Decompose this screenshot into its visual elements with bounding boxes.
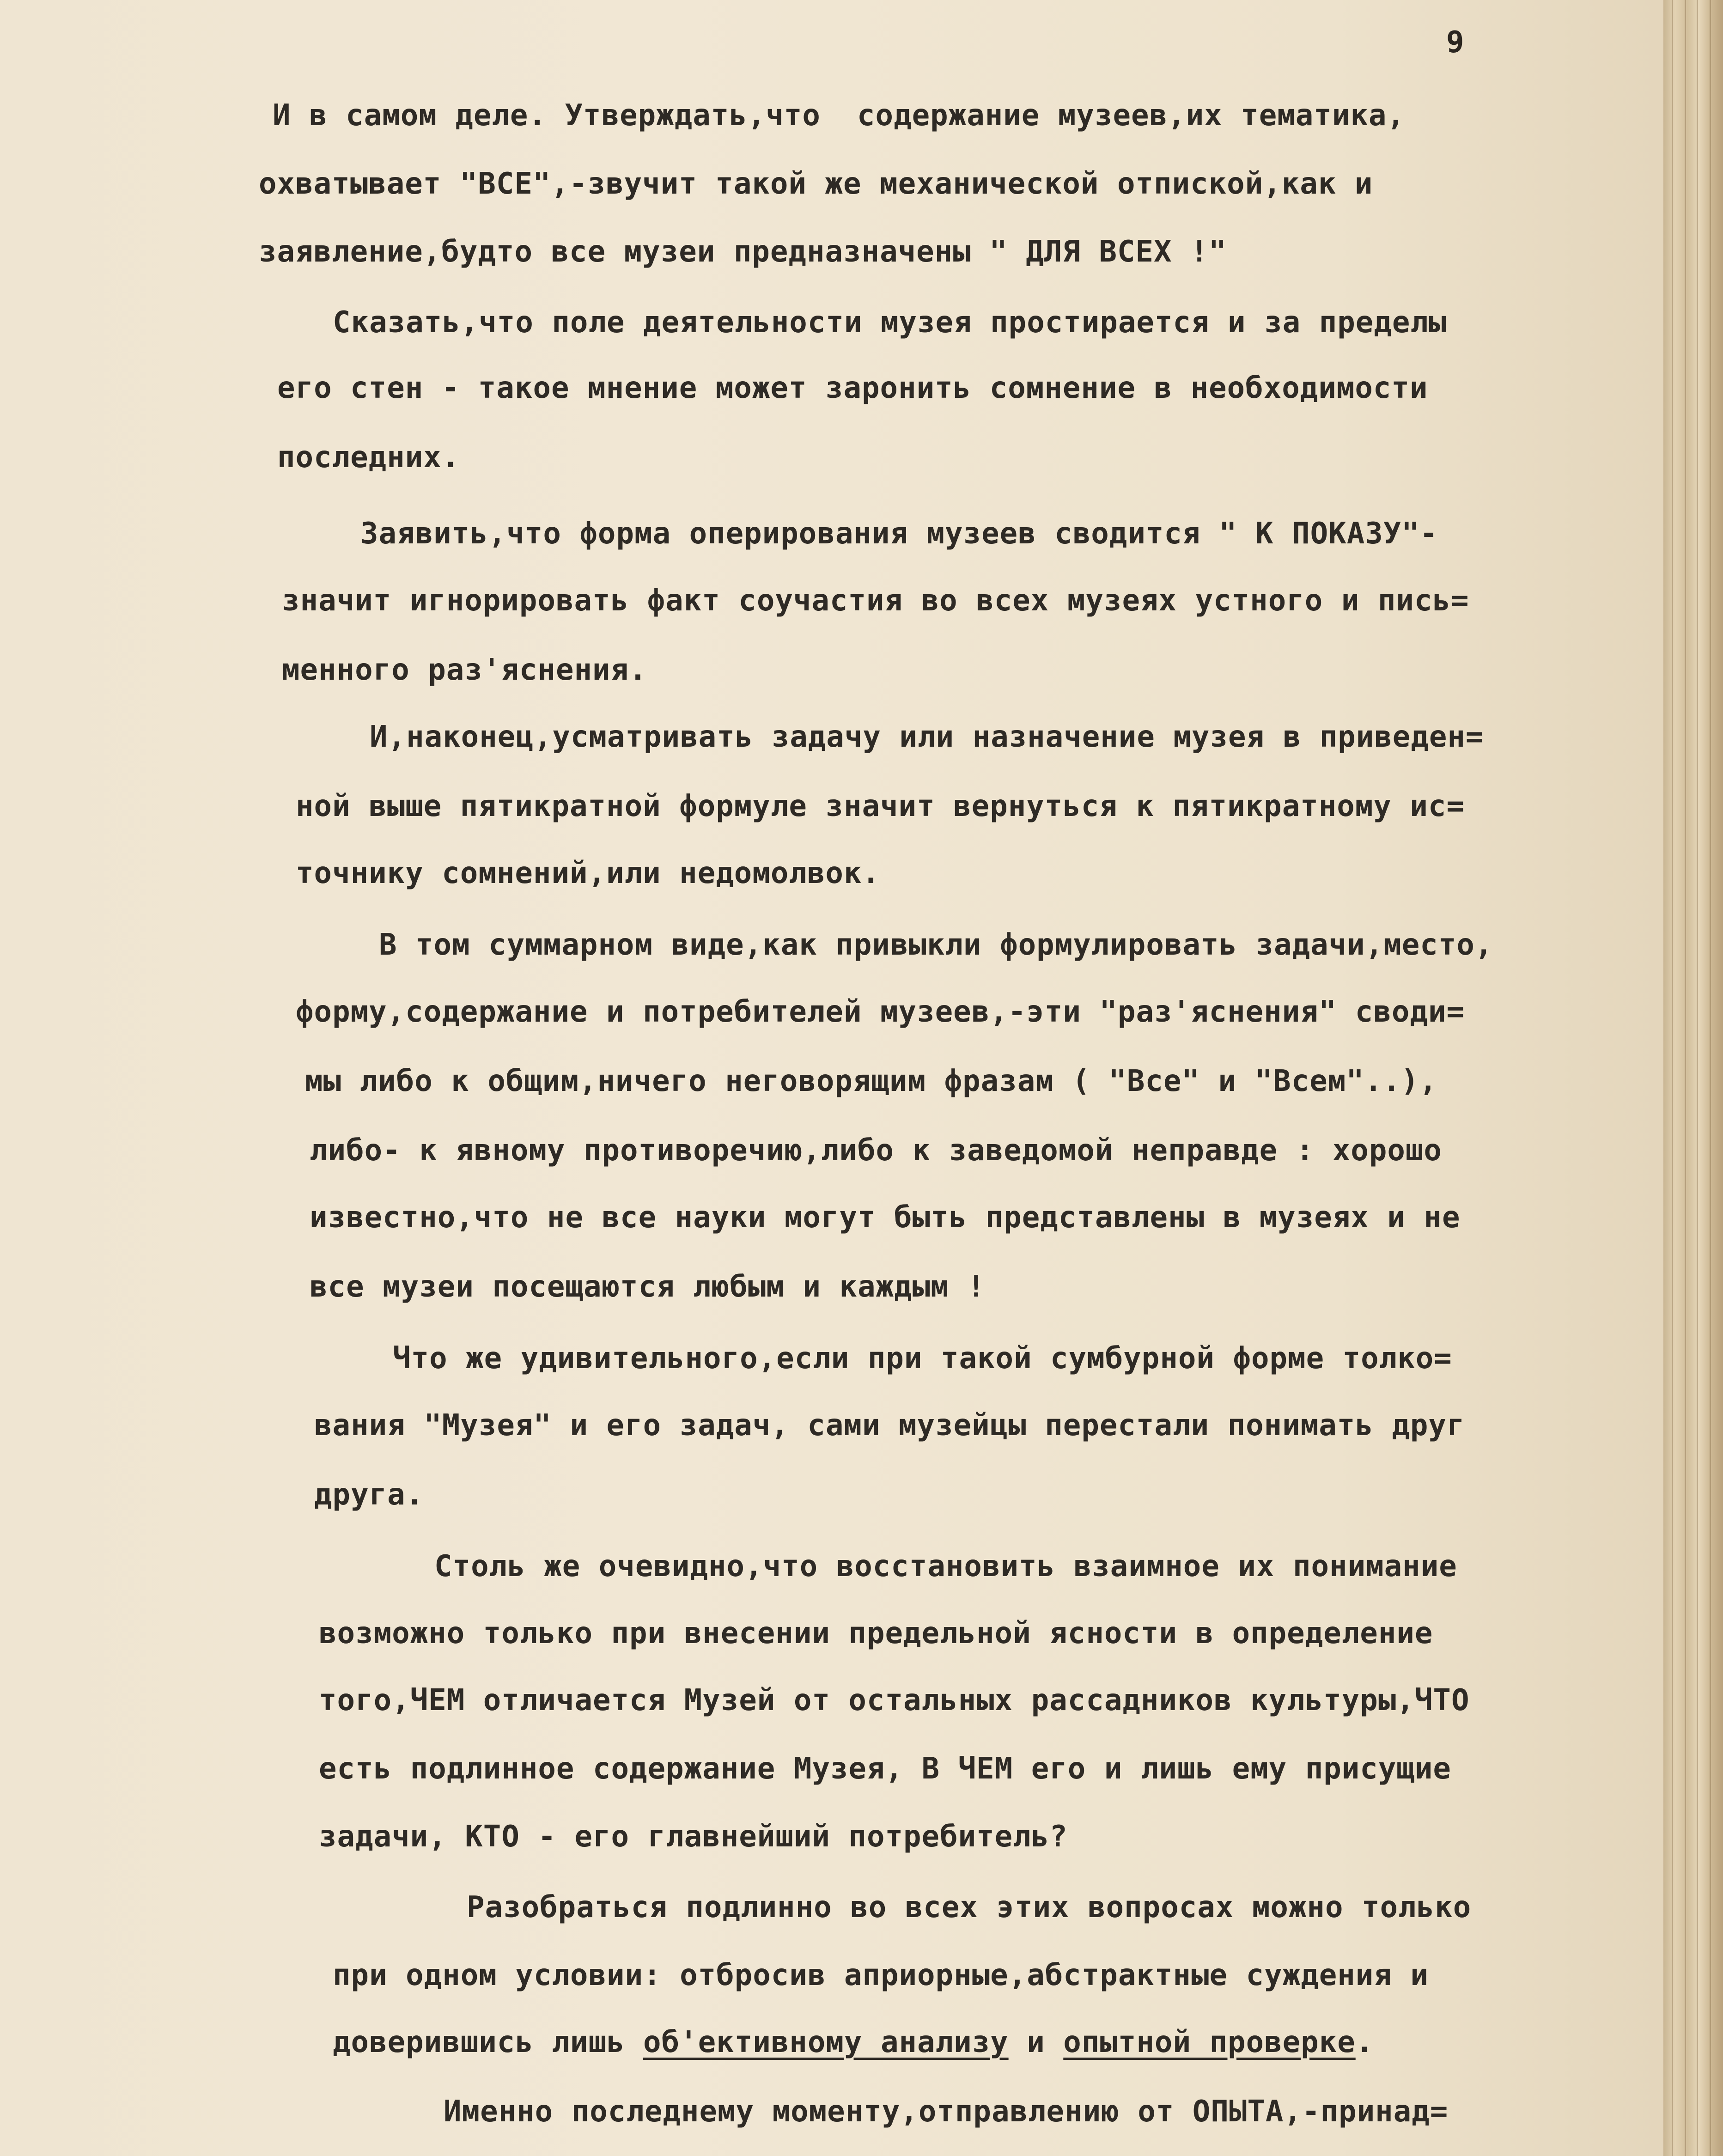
line-part: и (1008, 2025, 1064, 2059)
text-line: ной выше пятикратной формуле значит вернуться к пятикратному ис= (296, 789, 1465, 823)
page-edge-line (1685, 0, 1686, 2156)
text-line: Столь же очевидно,что восстановить взаимное их понимание (434, 1549, 1457, 1584)
text-line: возможно только при внесении предельной ясности в определение (319, 1616, 1433, 1650)
text-line: В том суммарном виде,как привыкли формулировать задачи,место, (379, 928, 1493, 962)
text-line: все музеи посещаются любым и каждым ! (310, 1270, 986, 1304)
text-line: менного раз'яснения. (282, 653, 647, 687)
text-line: при одном условии: отбросив априорные,абстрактные суждения и (333, 1958, 1429, 1992)
page-edge-line (1672, 0, 1673, 2156)
text-line: охватывает "ВСЕ",-звучит такой же механической отпиской,как и (259, 167, 1373, 201)
text-line: Сказать,что поле деятельности музея простирается и за пределы (333, 305, 1447, 340)
text-line: точнику сомнений,или недомолвок. (296, 856, 880, 890)
text-line: известно,что не все науки могут быть представлены в музеях и не (310, 1200, 1461, 1235)
text-line: того,ЧЕМ отличается Музей от остальных рассадников культуры,ЧТО (319, 1683, 1470, 1717)
text-line: друга. (314, 1478, 424, 1512)
underlined-phrase: об'ективному анализу (643, 2025, 1009, 2059)
text-line: значит игнорировать факт соучастия во всех музеях устного и пись= (282, 584, 1469, 618)
text-line: Заявить,что форма оперирования музеев сводится " К ПОКАЗУ"- (360, 517, 1438, 551)
page-edge-line (1697, 0, 1698, 2156)
text-line: Именно последнему моменту,отправлению от ОПЫТА,-принад= (444, 2095, 1449, 2129)
text-line: задачи, КТО - его главнейший потребитель? (319, 1820, 1068, 1854)
text-line: заявление,будто все музеи предназначены " ДЛЯ ВСЕХ !" (259, 235, 1227, 269)
underlined-phrase: опытной проверке (1063, 2025, 1356, 2059)
page-number: 9 (1446, 25, 1464, 60)
text-line: Что же удивительного,если при такой сумбурной форме толко= (393, 1341, 1452, 1376)
text-line: мы либо к общим,ничего неговорящим фразам ( "Все" и "Всем"..), (305, 1064, 1437, 1098)
text-line: его стен - такое мнение может заронить сомнение в необходимости (277, 371, 1428, 405)
book-page-edges (1663, 0, 1723, 2156)
line-part: . (1355, 2025, 1374, 2059)
page-edge-line (1710, 0, 1711, 2156)
text-line-underlined (333, 2024, 1374, 2061)
text-line: вания "Музея" и его задач, сами музейцы перестали понимать друг (314, 1408, 1465, 1443)
text-line: есть подлинное содержание Музея, В ЧЕМ его и лишь ему присущие (319, 1752, 1451, 1786)
text-line: последних. (277, 440, 460, 475)
line-part: доверившись лишь (333, 2025, 644, 2059)
text-line: Разобраться подлинно во всех этих вопросах можно только (467, 1890, 1472, 1925)
text-line: И в самом деле. Утверждать,что содержание музеев,их тематика, (273, 98, 1405, 133)
text-line: И,наконец,усматривать задачу или назначение музея в приведен= (370, 720, 1484, 754)
text-line: либо- к явному противоречию,либо к заведомой неправде : хорошо (310, 1133, 1442, 1168)
text-line: форму,содержание и потребителей музеев,-эти "раз'яснения" своди= (296, 995, 1465, 1029)
